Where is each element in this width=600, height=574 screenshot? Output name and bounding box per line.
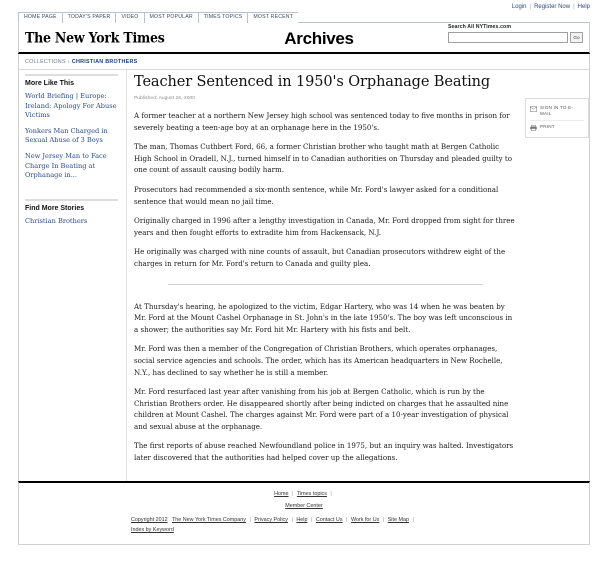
article-paragraph: The first reports of abuse reached Newfoundland police in 1975, but an inquiry was halted. Investigators later discovered that the authorities had helped cover up the allegations. [134,441,514,463]
site-footer [18,481,590,545]
left-sidebar [19,70,127,481]
nav-item-most-recent[interactable]: MOST RECENT [247,12,298,23]
article-paragraph: At Thursday's hearing, he apologized to the victim, Edgar Hartery, who was 14 when he was beaten by Mr. Ford at the Mount Cashel Orphanage in St. John's in the late 1950's. The boy was left unconscious in a shower; the authorities say Mr. Ford hit Mr. Hartery with his fists and belt. [134,301,513,334]
envelope-icon [530,106,537,112]
masthead [18,22,590,54]
footer-legal-links [19,515,589,535]
search-go-button[interactable]: Go [570,32,583,43]
article-headline: Teacher Sentenced in 1950's Orphanage Beating [134,74,491,90]
article-paragraph: A former teacher at a northern New Jersey high school was sentenced today to five months in prison for severely beating a teen-age boy at an orphanage here in the 1950's. [134,111,510,132]
breadcrumb-arrow-icon: › [67,59,70,65]
footer-link-times-topics[interactable]: Times topics [296,491,327,497]
sign-in-to-email-label: SIGN IN TO E-MAIL [540,105,574,116]
nav-item-most-popular[interactable]: MOST POPULAR [144,12,198,23]
footer-separator: | [382,517,385,523]
footer-link-work-for-us[interactable]: Work for Us [350,517,380,523]
login-link[interactable]: Login [511,4,527,10]
search-input[interactable] [448,32,568,43]
article-paragraph: He originally was charged with nine counts of assault, but Canadian prosecutors withdrew eight of the charges in return for Mr. Ford's return to Canada and guilty plea. [134,247,506,268]
footer-copyright[interactable]: Copyright 2012 [131,517,168,523]
related-story-link-3[interactable]: New Jersey Man to Face Charge In Beating at Orphanage in... [25,151,107,180]
article-tools-column [525,70,589,481]
footer-link-privacy-policy[interactable]: Privacy Policy [254,517,288,523]
search-label: Search All NYTimes.com [448,24,512,30]
footer-separator: | [412,517,414,523]
related-story-link-2[interactable]: Yonkers Man Charged in Sexual Abuse of 3 Boys [25,126,108,145]
article-paragraph: Mr. Ford was then a member of the Congregation of Christian Brothers, which operates orphanages, social service agencies and schools. The order, which has its American headquarters in New Rochelle, N.Y., has declined to say whether he is still a member. [134,344,503,377]
article-paragraph: Mr. Ford resurfaced last year after vanishing from his job at Bergen Catholic, which is run by the Christian Brothers order. He disappeared shortly after being indicted on charges that he assaulted nine children at Mount Cashel. The charges against Mr. Ford were part of a 10-year investigation of physical and sexual abuse at the orphanage. [134,387,509,431]
breadcrumb [18,54,590,69]
more-like-this-heading: More Like This [25,74,118,87]
footer-separator: | [310,517,313,523]
search-box [448,24,583,43]
global-nav [18,0,590,23]
nav-item-times-topics[interactable]: TIMES TOPICS [198,12,248,23]
sidebar-gap [25,187,118,199]
section-divider [168,284,483,285]
breadcrumb-collections[interactable]: COLLECTIONS [25,59,66,65]
footer-separator: | [330,491,332,497]
nyt-logo[interactable]: The New York Times [25,29,165,46]
footer-separator: | [291,517,293,523]
account-links [512,4,590,10]
footer-link-member-center[interactable]: Member Center [285,503,323,509]
register-now-link[interactable]: Register Now [534,4,571,10]
article-tools-box [525,98,589,138]
help-link[interactable]: Help [577,4,590,10]
article-paragraph: Originally charged in 1996 after a lengthy investigation in Canada, Mr. Ford dropped from sight for three years and then fought efforts to extradite him from Hackensack, N.J. [134,216,515,237]
nav-item-todays-paper[interactable]: TODAY'S PAPER [62,12,116,23]
printer-icon [530,125,537,131]
footer-link-home[interactable]: Home [274,491,289,497]
nav-item-home-page[interactable]: HOME PAGE [18,12,62,23]
find-more-stories-heading: Find More Stories [25,199,118,212]
article-paragraph: Prosecutors had recommended a six-month sentence, while Mr. Ford's lawyer asked for a conditional sentence that would mean no jail time. [134,184,499,206]
print-label: PRINT [540,124,555,129]
footer-link-index-by-keyword[interactable]: Index by Keyword [131,527,174,533]
article-paragraph: The man, Thomas Cuthbert Ford, 66, a former Christian brother who taught math at Bergen Catholic High School in Oradell, N.J., turned himself in to Canadian authorities on Thursday and pleaded guilty to one count of assault causing bodily harm. [134,142,513,175]
footer-separator: | [346,517,348,523]
footer-link-company[interactable]: The New York Times Company [171,517,246,523]
main-content [18,69,590,481]
footer-separator: | [249,517,251,523]
footer-link-site-map[interactable]: Site Map [387,517,409,523]
footer-link-contact-us[interactable]: Contact Us [315,517,343,523]
print-button[interactable] [530,121,584,134]
top-utility-bar [0,0,600,22]
article-published-date: Published: August 26, 2000 [134,96,196,101]
account-separator-2: | [573,4,575,10]
article-body [127,70,525,481]
find-more-link-1[interactable]: Christian Brothers [25,216,88,225]
breadcrumb-current: CHRISTIAN BROTHERS [71,59,138,65]
related-story-link-1[interactable]: World Briefing | Europe: Ireland: Apology For Abuse Victims [25,92,117,120]
footer-separator: | [292,491,294,497]
page-title: Archives [284,29,354,48]
footer-link-help[interactable]: Help [296,517,308,523]
nav-item-video[interactable]: VIDEO [115,12,143,23]
sign-in-to-email-button[interactable] [530,102,584,121]
search-row [448,32,583,43]
footer-secondary-links [19,503,589,509]
footer-primary-links [19,491,589,497]
account-separator-1: | [529,4,532,10]
